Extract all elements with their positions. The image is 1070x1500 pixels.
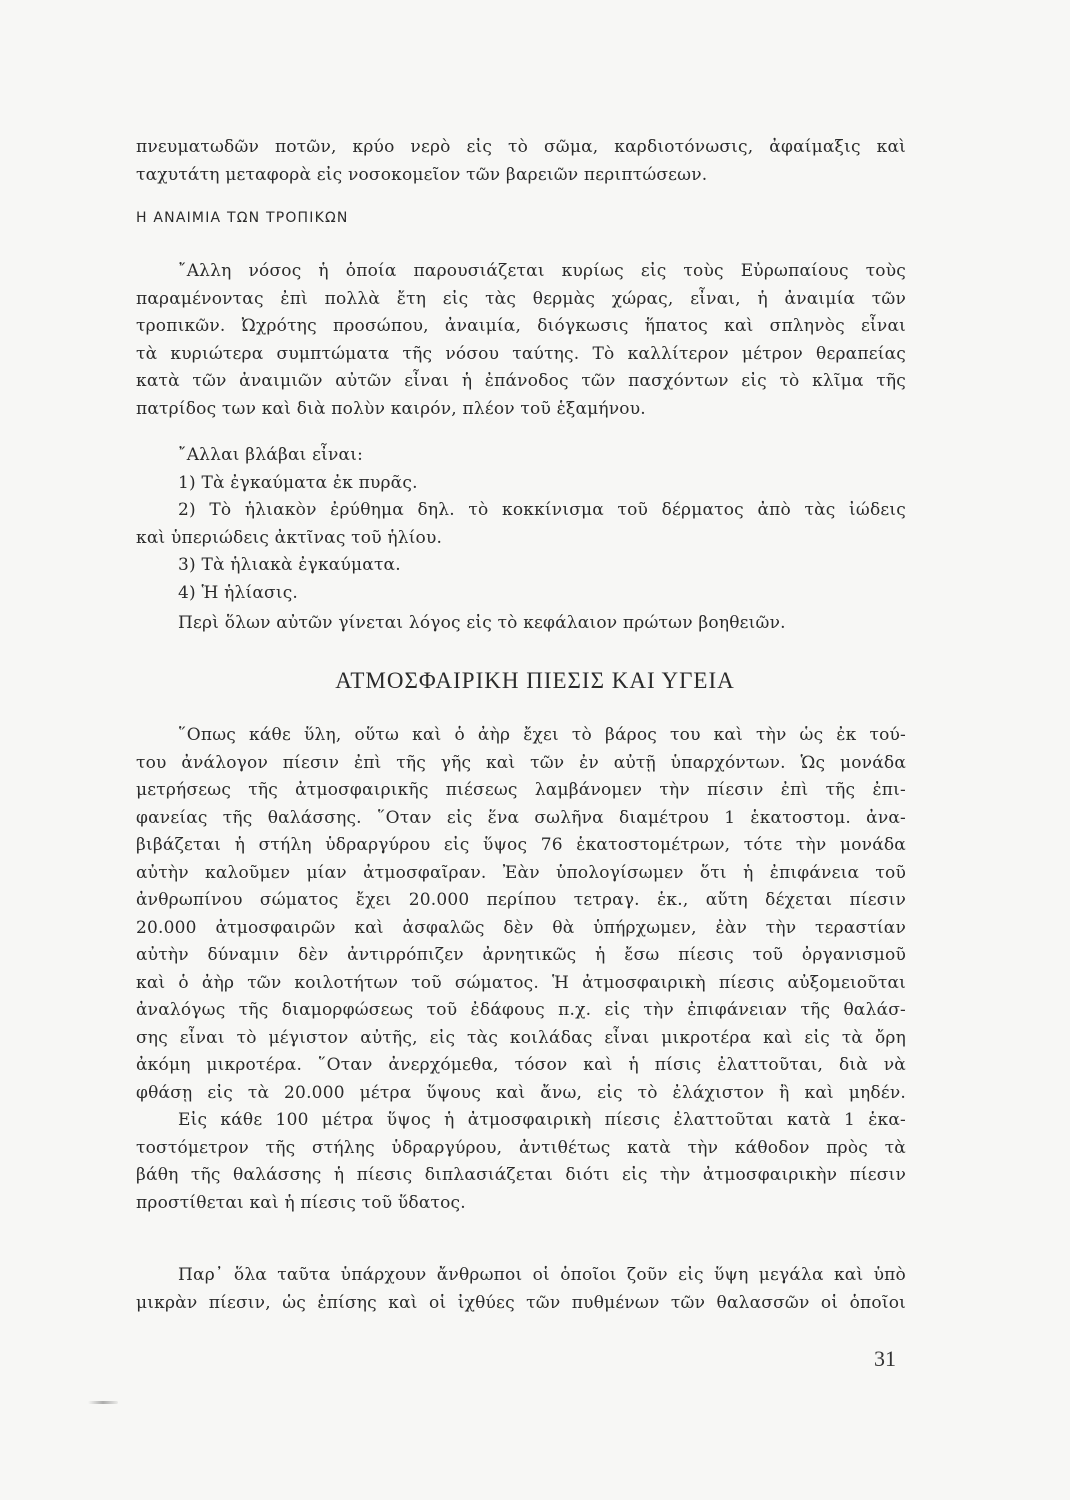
text-line: κατὰ τῶν ἀναιμιῶν αὐτῶν εἶναι ἡ ἐπάνοδος τῶν πασχόντων εἰς τὸ κλῖμα τῆς <box>136 371 906 391</box>
list-item: 3) Τὰ ἡλιακὰ ἐγκαύματα. <box>178 555 401 575</box>
text-line: ῞Οπως κάθε ὕλη, οὕτω καὶ ὁ ἀὴρ ἔχει τὸ βάρος του καὶ τὴν ὡς ἐκ τού- <box>178 725 906 745</box>
list-item: 2) Τὸ ἡλιακὸν ἐρύθημα δηλ. τὸ κοκκίνισμα τοῦ δέρματος ἀπὸ τὰς ἰώδεις <box>178 500 906 520</box>
text-line: παραμένοντας ἐπὶ πολλὰ ἔτη εἰς τὰς θερμὰς χώρας, εἶναι, ἡ ἀναιμία τῶν <box>136 288 906 309</box>
text-line: τροπικῶν. Ὠχρότης προσώπου, ἀναιμία, διόγκωσις ἥπατος καὶ σπληνὸς εἶναι <box>136 316 906 336</box>
text-line: φθάσῃ εἰς τὰ 20.000 μέτρα ὕψους καὶ ἄνω, εἰς τὸ ἐλάχιστον ἢ καὶ μηδέν. <box>136 1082 906 1103</box>
damage-list <box>136 445 906 607</box>
list-item: 1) Τὰ ἐγκαύματα ἐκ πυρᾶς. <box>178 472 418 493</box>
chapter-heading: ΑΤΜΟΣΦΑΙΡΙΚΗ ΠΙΕΣΙΣ ΚΑΙ ΥΓΕΙΑ <box>335 668 735 693</box>
paragraph-continuation-next-page <box>136 1250 906 1317</box>
text-line: ἀναλόγως τῆς διαμορφώσεως τοῦ ἐδάφους π.χ. εἰς τὴν ἐπιφάνειαν τῆς θαλάσ- <box>136 1000 906 1020</box>
text-line: ταχυτάτη μεταφορὰ εἰς νοσοκομεῖον τῶν βαρειῶν περιπτώσεων. <box>136 164 708 185</box>
text-line: τοστόμετρον τῆς στήλης ὑδραργύρου, ἀντιθέτως κατὰ τὴν κάθοδον πρὸς τὰ <box>136 1137 906 1158</box>
text-line: πνευματωδῶν ποτῶν, κρύο νερὸ εἰς τὸ σῶμα, καρδιοτόνωσις, ἀφαίμαξις καὶ <box>136 137 906 157</box>
text-line: βιβάζεται ἡ στήλη ὑδραργύρου εἰς ὕψος 76 ἑκατοστομέτρων, τότε τὴν μονάδα <box>136 835 906 855</box>
paragraph-continuation <box>136 134 906 189</box>
list-intro: ῎Αλλαι βλάβαι εἶναι: <box>178 445 364 465</box>
text-line: ῎Αλλη νόσος ἡ ὁποία παρουσιάζεται κυρίως εἰς τοὺς Εὐρωπαίους τοὺς <box>178 261 906 281</box>
text-line: Περὶ ὅλων αὐτῶν γίνεται λόγος εἰς τὸ κεφάλαιον πρώτων βοηθειῶν. <box>178 613 786 633</box>
text-line: του ἀνάλογον πίεσιν ἐπὶ τῆς γῆς καὶ τῶν ἐν αὐτῇ ὑπαρχόντων. Ὡς μονάδα <box>136 752 906 773</box>
paragraph-atmospheric-pressure <box>136 722 906 1217</box>
text-line: μετρήσεως τῆς ἀτμοσφαιρικῆς πιέσεως λαμβάνομεν τὴν πίεσιν ἐπὶ τῆς ἐπι- <box>136 780 906 800</box>
text-line: προστίθεται καὶ ἡ πίεσις τοῦ ὕδατος. <box>136 1192 466 1213</box>
text-line: καὶ ὁ ἀὴρ τῶν κοιλοτήτων τοῦ σώματος. Ἡ ἀτμοσφαιρικὴ πίεσις αὐξομειοῦται <box>136 972 906 993</box>
section-heading: Η ΑΝΑΙΜΙΑ ΤΩΝ ΤΡΟΠΙΚΩΝ <box>136 210 349 226</box>
text-line: βάθη τῆς θαλάσσης ἡ πίεσις διπλασιάζεται διότι εἰς τὴν ἀτμοσφαιρικὴν πίεσιν <box>136 1165 906 1185</box>
paragraph-tropical-anaemia <box>136 258 906 423</box>
paragraph-reference <box>136 610 906 638</box>
text-line: Παρ᾿ ὅλα ταῦτα ὑπάρχουν ἄνθρωποι οἱ ὁποῖοι ζοῦν εἰς ὕψη μεγάλα καὶ ὑπὸ <box>178 1265 906 1285</box>
list-item-continuation: καὶ ὑπεριώδεις ἀκτῖνας τοῦ ἡλίου. <box>136 527 443 548</box>
text-line: σης εἶναι τὸ μέγιστον αὐτῆς, εἰς τὰς κοιλάδας εἶναι μικροτέρα καὶ εἰς τὰ ὄρη <box>136 1027 906 1048</box>
page-number: 31 <box>874 1346 896 1371</box>
text-line: ἀκόμη μικροτέρα. ῞Οταν ἀνερχόμεθα, τόσον καὶ ἡ πίσις ἐλαττοῦται, διὰ νὰ <box>136 1055 906 1075</box>
text-line: φανείας τῆς θαλάσσης. ῞Οταν εἰς ἕνα σωλῆνα διαμέτρου 1 ἑκατοστομ. ἀνα- <box>136 807 906 828</box>
text-line: μικρὰν πίεσιν, ὡς ἐπίσης καὶ οἱ ἰχθύες τῶν πυθμένων τῶν θαλασσῶν οἱ ὁποῖοι <box>136 1292 906 1313</box>
text-line: τὰ κυριώτερα συμπτώματα τῆς νόσου ταύτης. Τὸ καλλίτερον μέτρον θεραπείας <box>136 343 906 364</box>
text-line: αὐτὴν δύναμιν δὲν ἀντιρρόπιζεν ἀρνητικῶς ἡ ἔσω πίεσις τοῦ ὀργανισμοῦ <box>136 945 906 965</box>
list-item: 4) Ἡ ἡλίασις. <box>178 582 299 603</box>
text-line: πατρίδος των καὶ διὰ πολὺν καιρόν, πλέον τοῦ ἑξαμήνου. <box>136 398 646 419</box>
text-line: 20.000 ἀτμοσφαιρῶν καὶ ἀσφαλῶς δὲν θὰ ὑπήρχωμεν, ἐὰν τὴν τεραστίαν <box>136 917 906 938</box>
text-line: αὐτὴν καλοῦμεν μίαν ἀτμοσφαῖραν. Ἐὰν ὑπολογίσωμεν ὅτι ἡ ἐπιφάνεια τοῦ <box>136 862 906 883</box>
scan-artifact <box>88 1401 118 1404</box>
text-line: Εἰς κάθε 100 μέτρα ὕψος ἡ ἀτμοσφαιρικὴ πίεσις ἐλαττοῦται κατὰ 1 ἑκα- <box>178 1110 906 1130</box>
text-line: ἀνθρωπίνου σώματος ἔχει 20.000 περίπου τετραγ. ἑκ., αὕτη δέχεται πίεσιν <box>136 890 906 910</box>
